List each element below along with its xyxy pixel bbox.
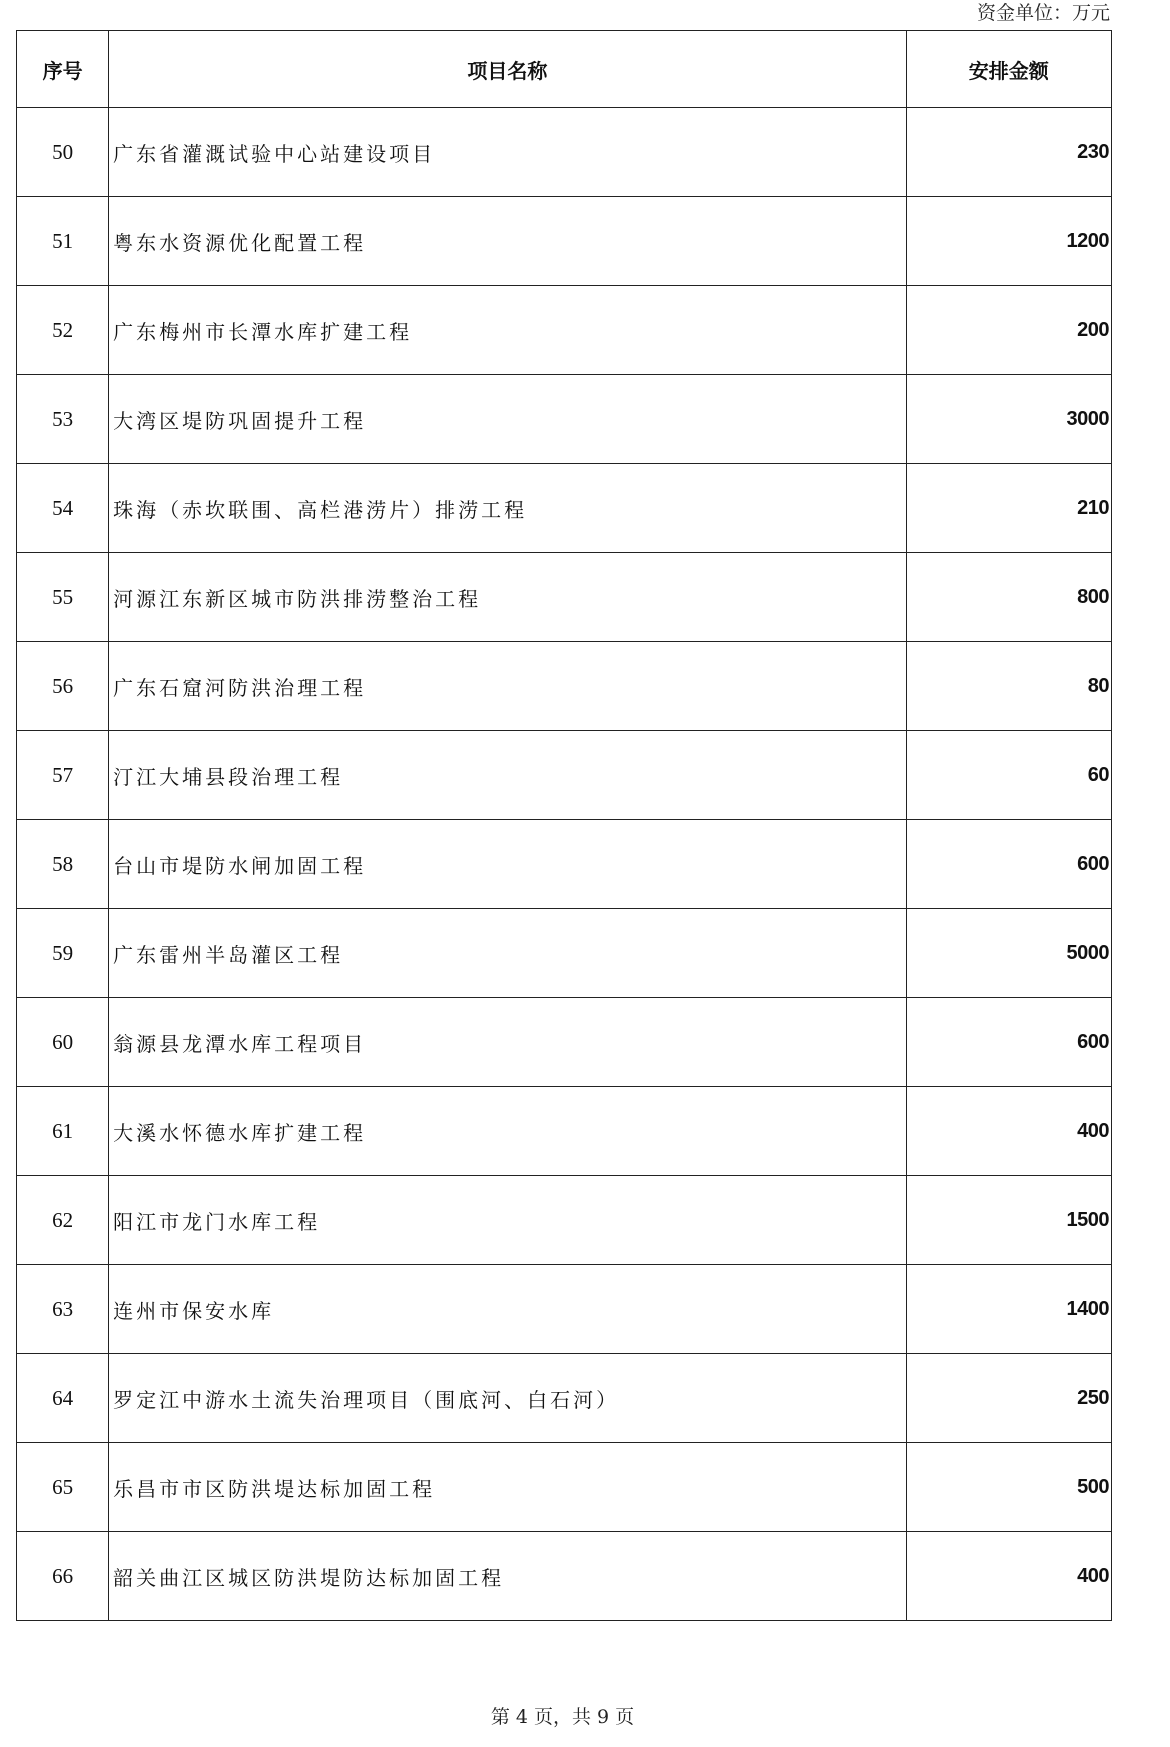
table-body xyxy=(17,108,1112,1621)
row-seq: 57 xyxy=(17,731,109,820)
row-amount: 230 xyxy=(906,108,1111,197)
row-seq: 61 xyxy=(17,1087,109,1176)
table-row xyxy=(17,1087,1112,1176)
row-amount: 200 xyxy=(906,286,1111,375)
table-row xyxy=(17,820,1112,909)
header-seq: 序号 xyxy=(17,31,109,108)
row-amount: 80 xyxy=(906,642,1111,731)
row-seq: 51 xyxy=(17,197,109,286)
table-row xyxy=(17,998,1112,1087)
page-number-footer: 第 4 页，共 9 页 xyxy=(490,1706,635,1728)
row-seq: 63 xyxy=(17,1265,109,1354)
table-row xyxy=(17,1176,1112,1265)
table-row xyxy=(17,1443,1112,1532)
header-amount: 安排金额 xyxy=(906,31,1111,108)
header-project-name: 项目名称 xyxy=(109,31,906,108)
row-project-name: 粤东水资源优化配置工程 xyxy=(109,197,906,286)
row-project-name: 罗定江中游水土流失治理项目（围底河、白石河） xyxy=(109,1354,906,1443)
row-seq: 60 xyxy=(17,998,109,1087)
row-project-name: 韶关曲江区城区防洪堤防达标加固工程 xyxy=(109,1532,906,1621)
row-project-name: 广东石窟河防洪治理工程 xyxy=(109,642,906,731)
table-row xyxy=(17,642,1112,731)
row-seq: 55 xyxy=(17,553,109,642)
row-amount: 800 xyxy=(906,553,1111,642)
row-project-name: 翁源县龙潭水库工程项目 xyxy=(109,998,906,1087)
row-project-name: 台山市堤防水闸加固工程 xyxy=(109,820,906,909)
row-project-name: 大湾区堤防巩固提升工程 xyxy=(109,375,906,464)
table-row xyxy=(17,286,1112,375)
row-amount: 1500 xyxy=(906,1176,1111,1265)
row-seq: 62 xyxy=(17,1176,109,1265)
row-seq: 52 xyxy=(17,286,109,375)
row-project-name: 河源江东新区城市防洪排涝整治工程 xyxy=(109,553,906,642)
row-project-name: 汀江大埔县段治理工程 xyxy=(109,731,906,820)
table-row xyxy=(17,108,1112,197)
row-project-name: 乐昌市市区防洪堤达标加固工程 xyxy=(109,1443,906,1532)
row-seq: 66 xyxy=(17,1532,109,1621)
row-amount: 500 xyxy=(906,1443,1111,1532)
row-project-name: 广东雷州半岛灌区工程 xyxy=(109,909,906,998)
table-row xyxy=(17,1532,1112,1621)
row-project-name: 阳江市龙门水库工程 xyxy=(109,1176,906,1265)
table-row xyxy=(17,375,1112,464)
row-seq: 54 xyxy=(17,464,109,553)
row-project-name: 大溪水怀德水库扩建工程 xyxy=(109,1087,906,1176)
table-row xyxy=(17,553,1112,642)
row-project-name: 广东省灌溉试验中心站建设项目 xyxy=(109,108,906,197)
table-row xyxy=(17,1265,1112,1354)
table-row xyxy=(17,909,1112,998)
row-amount: 400 xyxy=(906,1532,1111,1621)
table-row xyxy=(17,197,1112,286)
row-amount: 1200 xyxy=(906,197,1111,286)
row-project-name: 珠海（赤坎联围、高栏港涝片）排涝工程 xyxy=(109,464,906,553)
row-amount: 60 xyxy=(906,731,1111,820)
row-project-name: 广东梅州市长潭水库扩建工程 xyxy=(109,286,906,375)
row-amount: 5000 xyxy=(906,909,1111,998)
row-seq: 59 xyxy=(17,909,109,998)
table-row xyxy=(17,731,1112,820)
row-seq: 65 xyxy=(17,1443,109,1532)
row-amount: 600 xyxy=(906,998,1111,1087)
row-seq: 56 xyxy=(17,642,109,731)
row-seq: 58 xyxy=(17,820,109,909)
row-amount: 3000 xyxy=(906,375,1111,464)
row-amount: 600 xyxy=(906,820,1111,909)
table-row xyxy=(17,1354,1112,1443)
row-seq: 64 xyxy=(17,1354,109,1443)
row-amount: 250 xyxy=(906,1354,1111,1443)
table-row xyxy=(17,464,1112,553)
row-amount: 1400 xyxy=(906,1265,1111,1354)
row-project-name: 连州市保安水库 xyxy=(109,1265,906,1354)
row-amount: 210 xyxy=(906,464,1111,553)
row-amount: 400 xyxy=(906,1087,1111,1176)
fund-unit-note: 资金单位：万元 xyxy=(976,2,1110,24)
row-seq: 53 xyxy=(17,375,109,464)
project-funding-table xyxy=(16,30,1112,1621)
row-seq: 50 xyxy=(17,108,109,197)
table-header-row xyxy=(17,31,1112,108)
